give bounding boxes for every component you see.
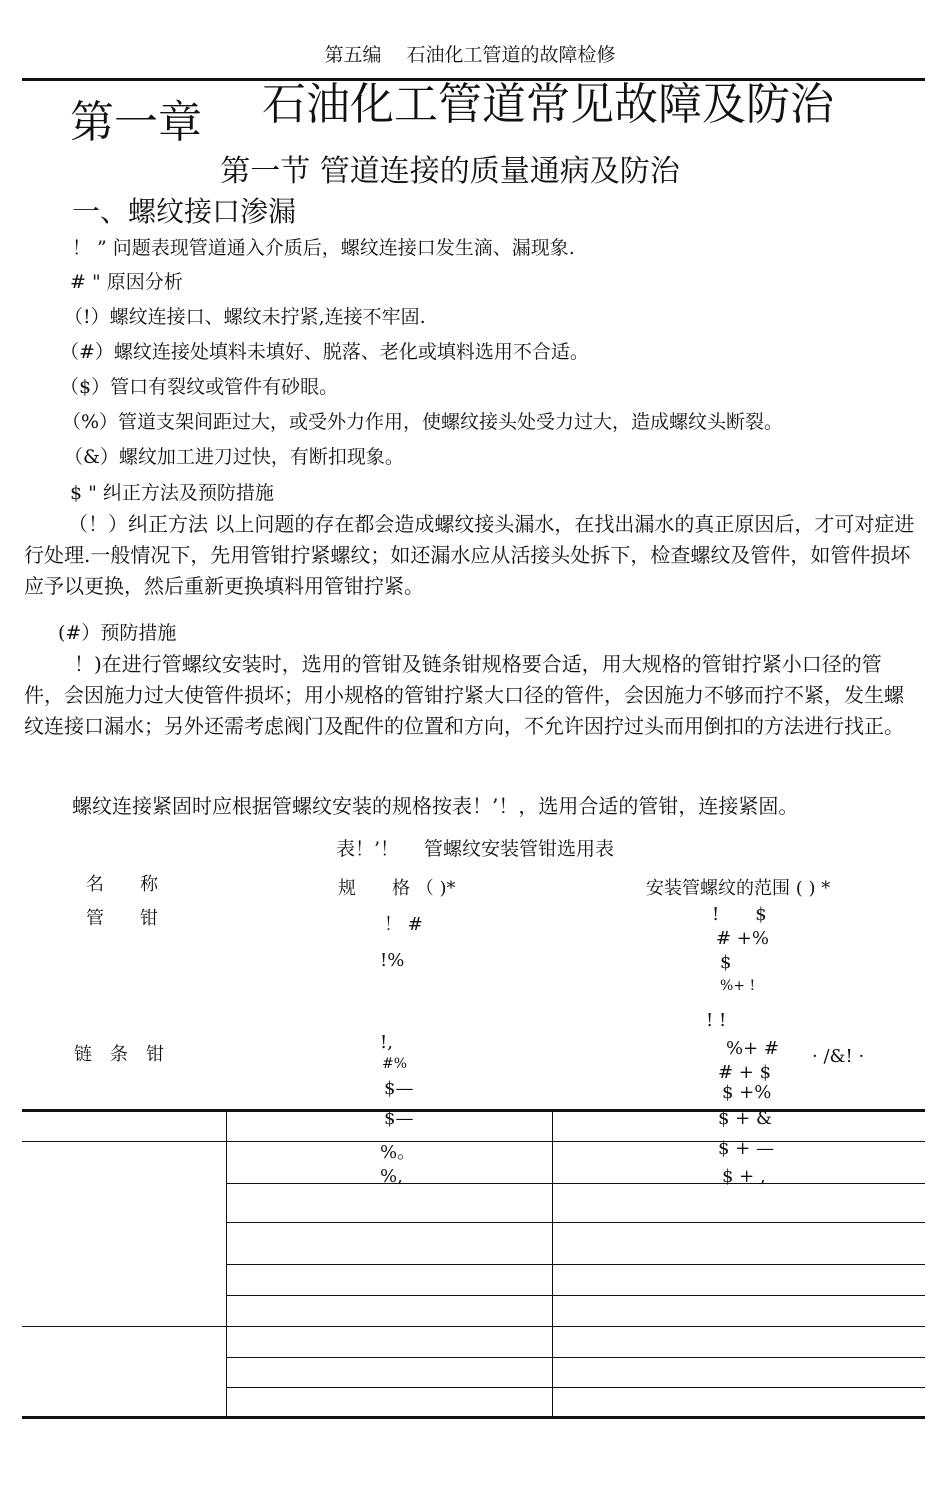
range-cell: ! $ xyxy=(712,904,767,925)
table-rule xyxy=(22,1416,925,1419)
table-rule xyxy=(226,1387,925,1388)
cause-heading: # " 原因分析 xyxy=(70,271,183,293)
spec-cell: !% xyxy=(380,950,405,971)
table-rule xyxy=(22,1141,925,1142)
spec-cell: $— xyxy=(384,1108,414,1129)
page-header: 第五编 石油化工管道的故障检修 xyxy=(324,44,616,66)
table-header-range: 安装管螺纹的范围 ( ) * xyxy=(646,878,831,899)
cause-item-1: （!）螺纹连接口、螺纹未拧紧,连接不牢固. xyxy=(64,306,426,328)
table-reference: 螺纹连接紧固时应根据管螺纹安装的规格按表！’！，选用合适的管钳，连接紧固。 xyxy=(72,794,799,818)
correct-paragraph: （！）纠正方法 以上问题的存在都会造成螺纹接头漏水，在找出漏水的真正原因后，才可对症进行处理.一般情况下，先用管钳拧紧螺纹；如还漏水应从活接头处拆下，检查螺纹及管件，如管件损坏应予以更换，然后重新更换填料用管钳拧紧。 xyxy=(24,512,915,598)
spec-cell: %。 xyxy=(380,1142,416,1163)
spec-cell: #% xyxy=(382,1056,408,1072)
spec-cell: ！ # xyxy=(384,914,423,935)
range-cell: $ +% xyxy=(722,1082,772,1103)
table-rule xyxy=(226,1264,925,1265)
table-rule xyxy=(22,1326,925,1327)
cause-item-2: （#）螺纹连接处填料未填好、脱落、老化或填料选用不合适。 xyxy=(60,341,589,363)
row-name-chain-wrench: 链 条 钳 xyxy=(74,1044,164,1065)
range-cell: %+ # xyxy=(726,1038,779,1059)
section-title: 第一节 管道连接的质量通病及防治 xyxy=(220,154,680,189)
chapter-title: 石油化工管道常见故障及防治 xyxy=(262,79,834,130)
table-rule xyxy=(226,1183,925,1184)
prevent-heading: (#）预防措施 xyxy=(58,622,177,644)
range-cell: $ + — xyxy=(718,1138,774,1159)
subheading: 一、螺纹接口渗漏 xyxy=(72,195,297,228)
fix-heading: $ " 纠正方法及预防措施 xyxy=(70,482,274,504)
range-cell: $ + , xyxy=(722,1166,766,1187)
stray-mark: · /&! · xyxy=(812,1046,865,1067)
cause-item-4: （%）管道支架间距过大，或受外力作用，使螺纹接头处受力过大，造成螺纹头断裂。 xyxy=(62,411,784,433)
table-rule xyxy=(22,1109,925,1112)
row-name-pipe-wrench: 管 钳 xyxy=(86,908,158,929)
range-cell: %+ ! xyxy=(720,978,756,994)
table-column-rule xyxy=(552,1111,553,1418)
table-caption: 表！’！ 管螺纹安装管钳选用表 xyxy=(335,838,615,860)
spec-cell: %, xyxy=(380,1166,403,1187)
spec-cell: !, xyxy=(380,1032,393,1053)
table-rule xyxy=(226,1222,925,1223)
table-column-rule xyxy=(226,1111,227,1418)
range-cell: $ xyxy=(720,952,732,973)
problem-line: ！ ” 问题表现管道通入介质后，螺纹连接口发生滴、漏现象. xyxy=(72,237,575,259)
range-cell: ! ! xyxy=(706,1010,727,1031)
table-rule xyxy=(226,1357,925,1358)
cause-item-5: （&）螺纹加工进刀过快，有断扣现象。 xyxy=(64,446,404,468)
table-rule xyxy=(226,1295,925,1296)
table-header-spec: 规 格 （ )* xyxy=(338,878,456,899)
range-cell: # + $ xyxy=(718,1062,772,1083)
chapter-label: 第一章 xyxy=(70,97,202,148)
range-cell: # +% xyxy=(716,928,769,949)
cause-item-3: （$）管口有裂纹或管件有砂眼。 xyxy=(60,376,339,398)
range-cell: $ + & xyxy=(718,1108,772,1129)
spec-cell: $— xyxy=(384,1078,414,1099)
table-header-name: 名 称 xyxy=(86,874,158,895)
prevent-paragraph: ！)在进行管螺纹安装时，选用的管钳及链条钳规格要合适，用大规格的管钳拧紧小口径的管件，会因施力过大使管件损坏；用小规格的管钳拧紧大口径的管件，会因施力不够而拧不紧，发生螺纹连接口漏水；另外还需考虑阀门及配件的位置和方向，不允许因拧过头而用倒扣的方法进行找正。 xyxy=(24,652,904,738)
